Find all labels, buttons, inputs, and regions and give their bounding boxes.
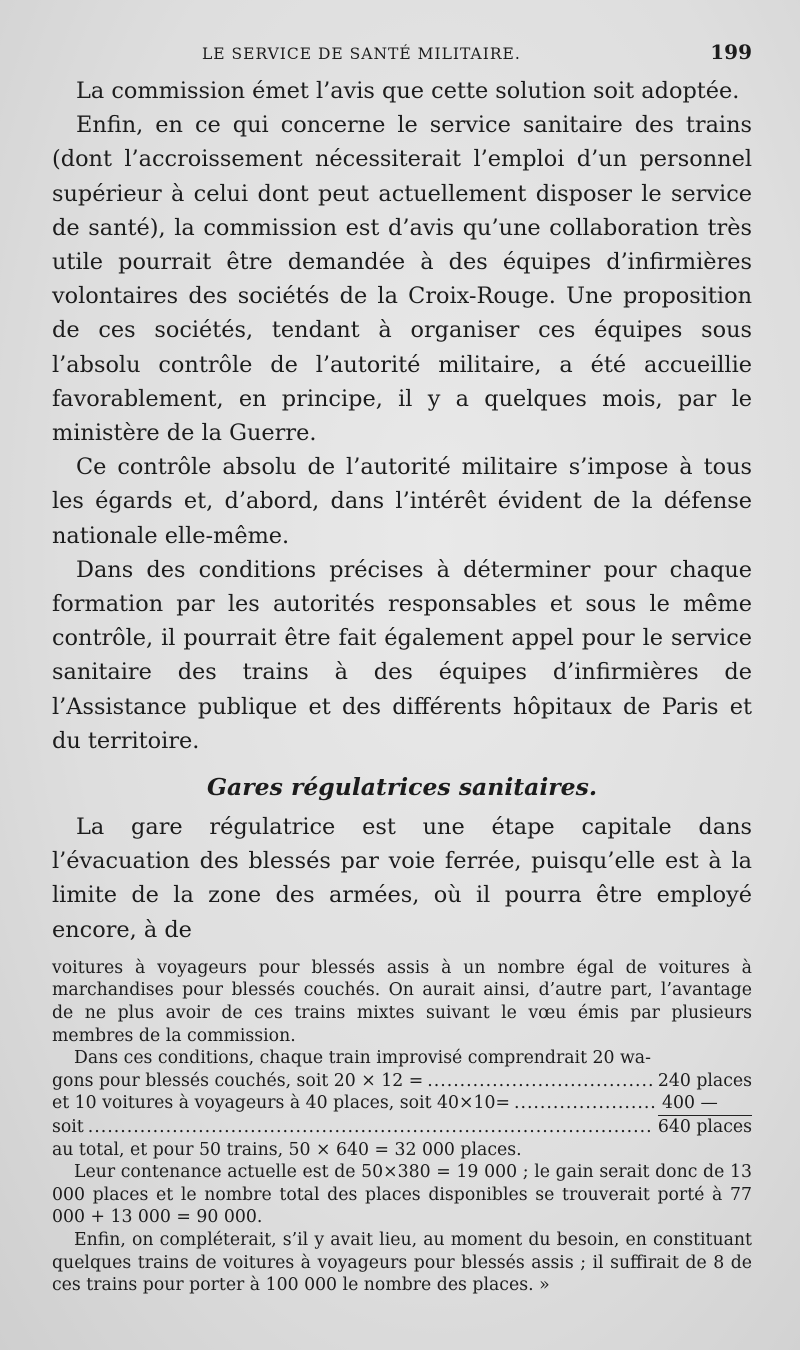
paragraph: Ce contrôle absolu de l’autorité militaire s’impose à tous les égards et, d’abord, dans l’intérêt évident de la défense nationale elle-même.: [52, 454, 752, 549]
page-number: 199: [710, 40, 752, 64]
running-title: LE SERVICE DE SANTÉ MILITAIRE.: [202, 45, 521, 63]
calc-line: [52, 1070, 752, 1093]
footnote-block: [52, 957, 752, 1297]
leader-dots: [427, 1070, 654, 1093]
paragraph: La commission émet l’avis que cette solution soit adoptée.: [76, 78, 740, 104]
calc-line: [52, 1092, 752, 1115]
note-paragraph: Leur contenance actuelle est de 50×380 = 19 000 ; le gain serait donc de 13 000 places et le nombre total des places disponibles se trouverait porté à 77 000 + 13 000 = 90 000.: [52, 1162, 752, 1228]
note-paragraph: voitures à voyageurs pour blessés assis à un nombre égal de voitures à marchandises pour blessés couchés. On aurait ainsi, d’autre part, l’avantage de ne plus avoir de ces trains mixtes suivant le vœu émis par plusieurs membres de la commission.: [52, 957, 752, 1046]
note-paragraph: Enfin, on compléterait, s’il y avait lieu, au moment du besoin, en constituant quelques trains de voitures à voyageurs pour blessés assis ; il suffirait de 8 de ces trains pour porter à 100 000 le nombre des places. »: [52, 1230, 752, 1296]
paragraph: Enfin, en ce qui concerne le service sanitaire des trains (dont l’accroissement nécessiterait l’emploi d’un personnel supérieur à celui dont peut actuellement disposer le service de santé), la commission est d’avis qu’une collaboration très utile pourrait être demandée à des équipes d’infirmières volontaires des sociétés de la Croix-Rouge. Une proposition de ces sociétés, tendant à organiser ces équipes sous l’absolu contrôle de l’autorité militaire, a été accueillie favorablement, en principe, il y a quelques mois, par le ministère de la Guerre.: [52, 112, 752, 447]
calc-value: 240 places: [657, 1070, 752, 1091]
calc-label: et 10 voitures à voyageurs à 40 places, soit 40×10=: [52, 1093, 510, 1114]
paragraph: La gare régulatrice est une étape capitale dans l’évacuation des blessés par voie ferrée, puisqu’elle est à la limite de la zone des armées, où il pourra être employé encore, à de: [52, 814, 752, 943]
calc-label: soit: [52, 1117, 84, 1138]
section-heading: Gares régulatrices sanitaires.: [206, 773, 598, 802]
note-paragraph: Dans ces conditions, chaque train improvisé comprendrait 20 wa-: [74, 1048, 651, 1069]
note-paragraph: au total, et pour 50 trains, 50 × 640 = 32 000 places.: [52, 1139, 522, 1160]
leader-dots: [88, 1116, 654, 1139]
main-text: [52, 74, 752, 947]
calc-total: 640 places: [657, 1117, 752, 1138]
running-head: [52, 40, 752, 74]
calc-label: gons pour blessés couchés, soit 20 × 12 =: [52, 1070, 424, 1091]
paragraph: Dans des conditions précises à déterminer pour chaque formation par les autorités responsables et sous le même contrôle, il pourrait être fait également appel pour le service sanitaire des trains à des équipes d’infirmières de l’Assistance publique et des différents hôpitaux de Paris et du territoire.: [52, 556, 752, 754]
leader-dots: [514, 1092, 658, 1115]
calc-line: [52, 1115, 752, 1139]
calc-value: 400 —: [662, 1093, 718, 1114]
